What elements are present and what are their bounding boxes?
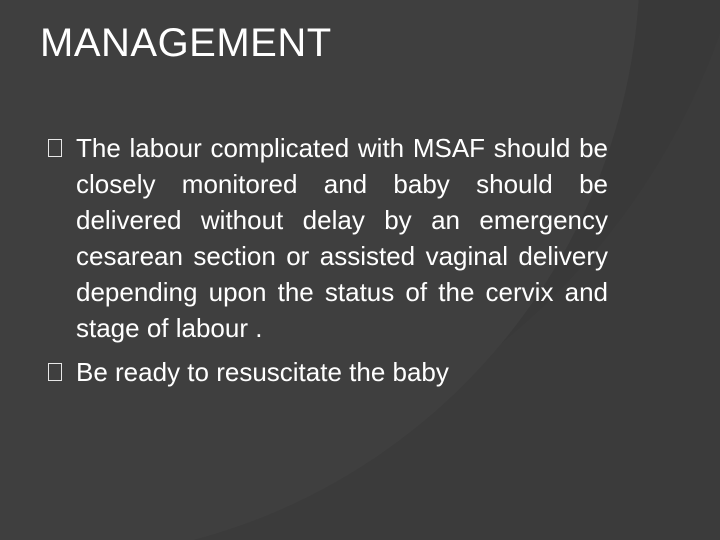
bullet-item [48,130,608,346]
square-bullet-icon [48,363,62,381]
slide-body [48,130,608,398]
bullet-text: Be ready to resuscitate the baby [76,357,449,387]
slide-title: MANAGEMENT [40,21,332,65]
bullet-list [48,130,608,390]
square-bullet-icon [48,139,62,157]
bullet-item [48,354,608,390]
bullet-text: The labour complicated with MSAF should be closely monitored and baby should be delivered without delay by an emergency cesarean section or assisted vaginal delivery depending upon the status of the cervix and stage of labour . [76,133,608,343]
